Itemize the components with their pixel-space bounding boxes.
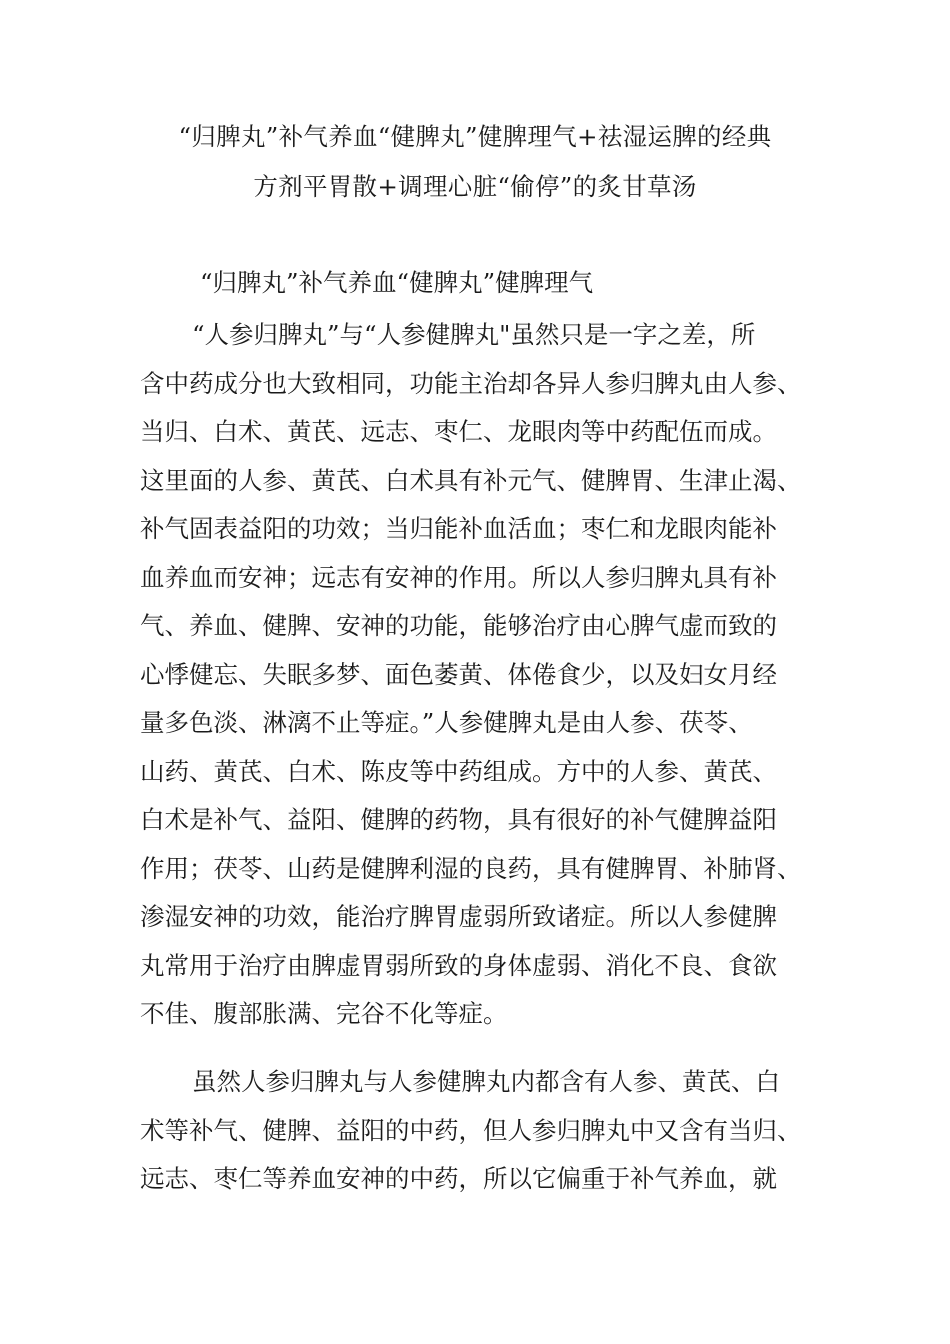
paragraph-line: 渗湿安神的功效，能治疗脾胃虚弱所致诸症。所以人参健脾	[140, 902, 777, 931]
section-heading: “归脾丸”补气养血“健脾丸”健脾理气	[200, 268, 594, 297]
paragraph-line: 作用；茯苓、山药是健脾利湿的良药，具有健脾胃、补肺肾、	[140, 853, 802, 883]
paragraph-line: 这里面的人参、黄芪、白术具有补元气、健脾胃、生津止渴、	[140, 465, 802, 495]
paragraph-line: 不佳、腹部胀满、完谷不化等症。	[140, 999, 508, 1028]
paragraph-line: “人参归脾丸”与“人参健脾丸"虽然只是一字之差，所	[192, 320, 756, 349]
paragraph-line: 术等补气、健脾、益阳的中药，但人参归脾丸中又含有当归、	[140, 1115, 802, 1145]
title-line: 方剂平胃散+调理心脏“偷停”的炙甘草汤	[253, 172, 697, 201]
paragraph-line: 补气固表益阳的功效；当归能补血活血；枣仁和龙眼肉能补	[140, 514, 777, 543]
paragraph-line: 心悸健忘、失眠多梦、面色萎黄、体倦食少，以及妇女月经	[140, 659, 777, 689]
paragraph-line: 血养血而安神；远志有安神的作用。所以人参归脾丸具有补	[140, 562, 777, 592]
paragraph-line: 丸常用于治疗由脾虚胃弱所致的身体虚弱、消化不良、食欲	[140, 950, 777, 980]
paragraph	[140, 1058, 812, 1204]
document-title	[140, 112, 810, 212]
paragraph-line: 白术是补气、益阳、健脾的药物，具有很好的补气健脾益阳	[140, 805, 777, 834]
paragraph-line: 远志、枣仁等养血安神的中药，所以它偏重于补气养血，就	[140, 1164, 777, 1193]
paragraph	[140, 311, 812, 1039]
paragraph-line: 当归、白术、黄芪、远志、枣仁、龙眼肉等中药配伍而成。	[140, 417, 777, 446]
title-line: “归脾丸”补气养血“健脾丸”健脾理气+祛湿运脾的经典	[178, 122, 772, 151]
paragraph-line: 含中药成分也大致相同，功能主治却各异人参归脾丸由人参、	[140, 368, 802, 398]
paragraph-line: 气、养血、健脾、安神的功能，能够治疗由心脾气虚而致的	[140, 611, 777, 640]
paragraph-line: 山药、黄芪、白术、陈皮等中药组成。方中的人参、黄芪、	[140, 756, 777, 786]
paragraph-line: 量多色淡、淋漓不止等症。”人参健脾丸是由人参、茯苓、	[140, 708, 753, 737]
paragraph-line: 虽然人参归脾丸与人参健脾丸内都含有人参、黄芪、白	[192, 1067, 780, 1096]
